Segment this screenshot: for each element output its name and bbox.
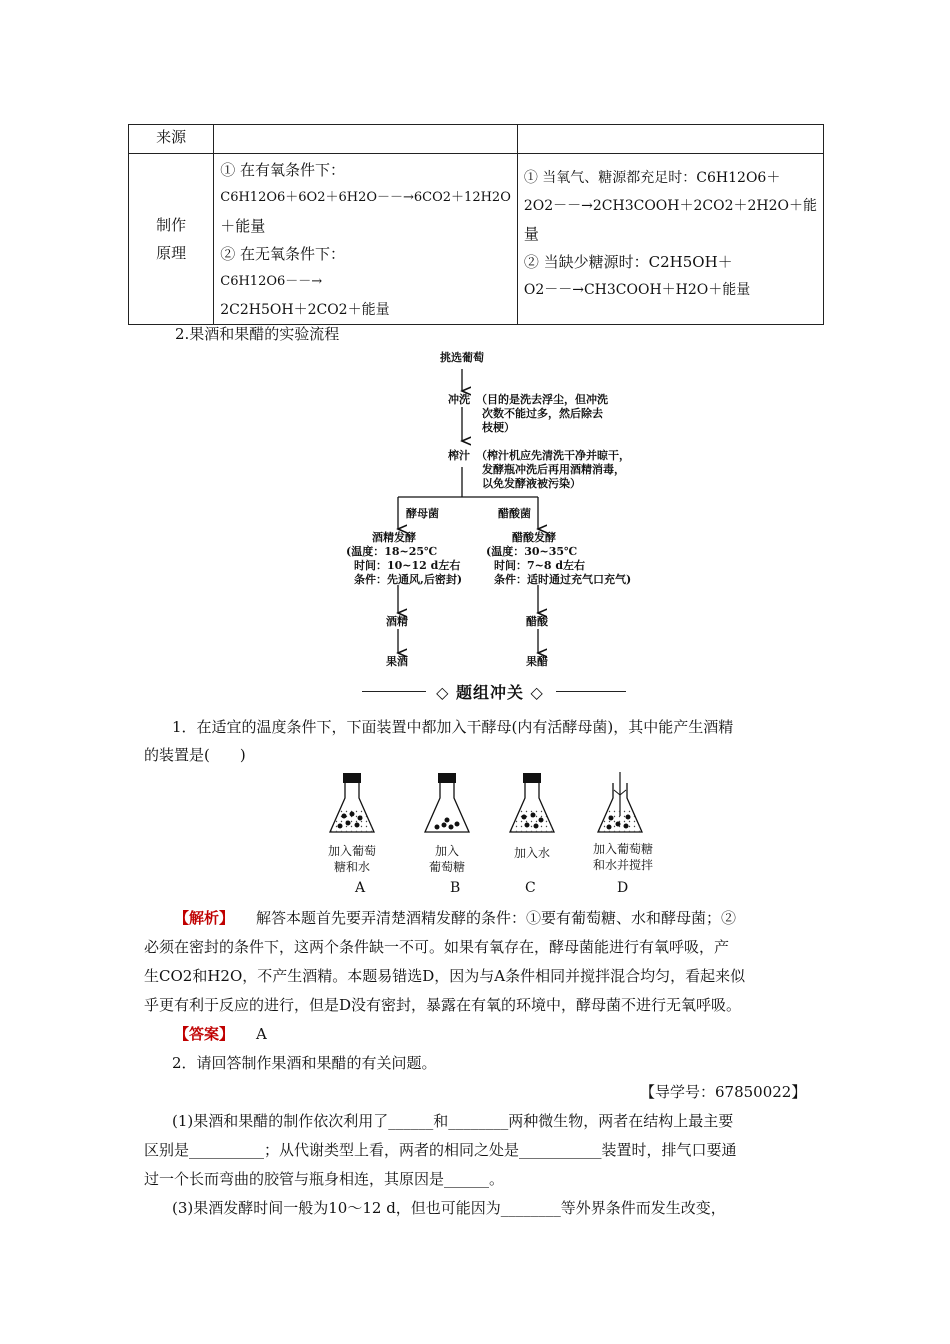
cell-vinegar-source (517, 125, 823, 154)
flow-step: 挑选葡萄 (440, 351, 484, 364)
source-principle-table (128, 124, 824, 325)
flask-letter: A (355, 880, 366, 896)
q1-text-line: 的装置是( ) (144, 746, 246, 764)
flow-product: 酒精 (386, 615, 408, 628)
branch-label: 酵母菌 (406, 507, 439, 520)
flask-label-line: 加入葡萄 (327, 844, 376, 858)
stopper-icon (438, 773, 456, 783)
q2-guide-number: 【导学号：67850022】 (640, 1083, 807, 1101)
analysis-line: 乎更有利于反应的进行，但是D没有密封，暴露在有氧的环境中，酵母菌不进行无氧呼吸。 (144, 996, 742, 1014)
cell-wine-source (214, 125, 518, 154)
banner-title: ◇ 题组冲关 ◇ (436, 683, 544, 702)
wine-line: ① 在有氧条件下： (220, 161, 346, 179)
flask-c (510, 773, 554, 832)
q2-line: (1)果酒和果醋的制作依次利用了______和________两种微生物，两者在结构上最主要 (172, 1112, 734, 1130)
flask-b (425, 773, 469, 832)
flask-d-label (580, 841, 666, 873)
flask-letter: D (617, 880, 629, 896)
table-row-source (129, 125, 824, 154)
flow-final: 果酒 (386, 655, 408, 668)
flask-letter: B (450, 880, 461, 896)
vinegar-line: ② 当缺少糖源时：C2H5OH＋ (523, 253, 733, 271)
flow-note: （榨汁机应先清洗干净并晾干， (476, 449, 630, 462)
banner-rule-left (362, 691, 426, 692)
answer-tag: 【答案】 (174, 1025, 235, 1043)
flow-condition: 条件：适时通过充气口充气) (494, 573, 632, 586)
flow-condition: (温度：18~25℃ (346, 545, 438, 558)
flow-condition: 条件：先通风,后密封) (354, 573, 463, 586)
row-header-source: 来源 (129, 125, 214, 154)
table-row-principle (129, 154, 824, 325)
flow-note: 发酵瓶冲洗后再用酒精消毒， (482, 463, 625, 476)
q1-text-line: 1．在适宜的温度条件下，下面装置中都加入干酵母(内有活酵母菌)，其中能产生酒精 (172, 718, 734, 736)
vinegar-line: 量 (523, 225, 539, 243)
flow-process: 醋酸发酵 (512, 531, 556, 544)
header-line-1: 制作 (156, 216, 187, 234)
flow-note: 以免发酵液被污染） (482, 477, 581, 490)
flow-note: 次数不能过多，然后除去 (482, 407, 603, 420)
section-title: 2.果酒和果醋的实验流程 (175, 325, 340, 343)
flask-d (598, 772, 642, 832)
wine-line: C6H12O6－－→ (220, 274, 323, 289)
flask-letter: C (525, 880, 536, 896)
flow-step: 冲洗 (448, 393, 470, 406)
flask-c-label (492, 845, 572, 861)
flow-note: 枝梗） (482, 421, 515, 434)
flask-a-label (312, 843, 392, 875)
stopper-icon (523, 773, 541, 783)
flow-product: 醋酸 (526, 615, 548, 628)
vinegar-line: 2O2－－→2CH3COOH＋2CO2＋2H2O＋能 (523, 198, 817, 214)
flow-condition: 时间：10~12 d左右 (354, 559, 461, 572)
header-line-2: 原理 (156, 244, 187, 262)
flow-note: （目的是洗去浮尘，但冲洗 (476, 393, 608, 406)
row-header-principle (129, 154, 214, 325)
vinegar-line: ① 当氧气、糖源都充足时：C6H12O6＋ (523, 170, 781, 186)
analysis-line: 必须在密封的条件下，这两个条件缺一不可。如果有氧存在，酵母菌能进行有氧呼吸，产 (144, 938, 730, 956)
wine-line: C6H12O6＋6O2＋6H2O－－→6CO2＋12H2O (220, 190, 511, 205)
q2-line: 区别是__________；从代谢类型上看，两者的相同之处是___________装置时，排气口要通 (144, 1141, 737, 1159)
flask-figures (320, 770, 660, 842)
answer-value: A (256, 1025, 267, 1043)
process-flowchart (340, 345, 660, 675)
flow-condition: (温度：30~35℃ (486, 545, 578, 558)
flask-label-line: 葡萄糖 (428, 860, 465, 874)
wine-line: ② 在无氧条件下： (220, 245, 346, 263)
banner-rule-right (556, 691, 626, 692)
flask-a (330, 773, 374, 832)
branch-label: 醋酸菌 (498, 507, 531, 520)
flow-condition: 时间：7~8 d左右 (494, 559, 586, 572)
analysis-tag: 【解析】 (174, 909, 235, 927)
q2-line: 过一个长而弯曲的胶管与瓶身相连，其原因是______。 (144, 1170, 505, 1188)
analysis-text: 解答本题首先要弄清楚酒精发酵的条件：①要有葡萄糖、水和酵母菌；② (256, 909, 737, 927)
flow-process: 酒精发酵 (372, 531, 416, 544)
flow-final: 果醋 (526, 655, 548, 668)
q2-line: (3)果酒发酵时间一般为10～12 d，但也可能因为________等外界条件而发生改变， (172, 1199, 726, 1217)
wine-line: 2C2H5OH＋2CO2＋能量 (220, 302, 390, 318)
analysis-line (174, 904, 736, 933)
wine-line: ＋能量 (220, 217, 266, 235)
cell-wine-principle (214, 154, 518, 325)
flask-label-line: 加入 (434, 844, 459, 858)
analysis-line: 生CO2和H2O，不产生酒精。本题易错选D，因为与A条件相同并搅拌混合均匀，看起来似 (144, 967, 746, 985)
vinegar-line: O2－－→CH3COOH＋H2O＋能量 (523, 282, 751, 298)
flask-label-line: 加入水 (513, 846, 550, 860)
answer-line (174, 1020, 267, 1049)
flask-label-line: 加入葡萄糖 (592, 842, 653, 856)
flask-label-line: 糖和水 (333, 860, 370, 874)
flask-label-line: 和水并搅拌 (592, 858, 653, 872)
cell-vinegar-principle (517, 154, 823, 325)
stopper-icon (343, 773, 361, 783)
q2-text: 2．请回答制作果酒和果醋的有关问题。 (172, 1054, 437, 1072)
flask-b-label (407, 843, 487, 875)
flow-step: 榨汁 (448, 449, 470, 462)
